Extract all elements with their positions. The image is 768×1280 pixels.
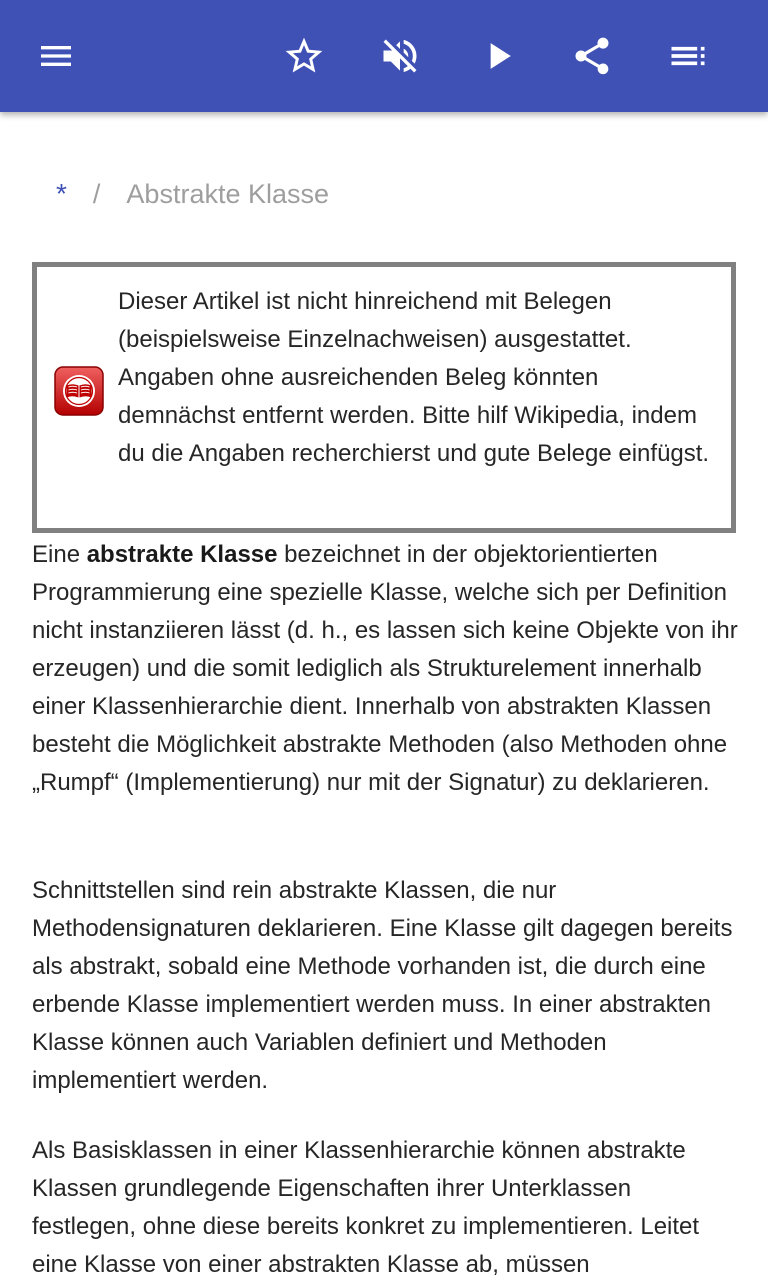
article-paragraph-1 — [32, 536, 738, 802]
play-icon — [476, 34, 520, 78]
menu-icon — [36, 36, 76, 76]
breadcrumb — [56, 178, 329, 210]
mute-button[interactable] — [370, 26, 430, 86]
paragraph-1-rest: bezeichnet in der objektorientierten Programmierung eine spezielle Klasse, welche sich per Definition nicht instanziieren lässt (d. h., es lassen sich keine Objekte von ihr erzeugen) und die somit lediglich als Strukturelement innerhalb einer Klassenhierarchie dient. Innerhalb von abstrakten Klassen besteht die Möglichkeit abstrakte Methoden (also Methoden ohne „Rumpf“ (Implementierung) nur mit der Signatur) zu deklarieren. — [32, 541, 738, 796]
star-outline-icon — [282, 34, 326, 78]
paragraph-1-term: abstrakte Klasse — [86, 541, 278, 568]
toc-button[interactable] — [658, 26, 718, 86]
share-icon — [570, 34, 614, 78]
toc-list-icon — [666, 34, 710, 78]
favorite-button[interactable] — [274, 26, 334, 86]
article-paragraph-2: Schnittstellen sind rein abstrakte Klassen, die nur Methodensignaturen deklarieren. Eine Klasse gilt dagegen bereits als abstrakt, sobald eine Methode vorhanden ist, die durch eine erbende Klasse implementiert werden muss. In einer abstrakten Klasse können auch Variablen definiert und Methoden implementiert werden. — [32, 877, 733, 1094]
breadcrumb-root-link[interactable]: * — [56, 178, 67, 209]
menu-button[interactable] — [26, 26, 86, 86]
article-content — [0, 112, 768, 1280]
breadcrumb-separator: / — [92, 179, 101, 209]
notice-text: Dieser Artikel ist nicht hinreichend mit Belegen (beispielsweise Einzelnachweisen) ausgestattet. Angaben ohne ausreichenden Beleg könnten demnächst entfernt werden. Bitte hilf Wikipedia, indem du die Angaben recherchierst und gute Belege einfügst. — [118, 288, 710, 467]
volume-off-icon — [378, 34, 422, 78]
paragraph-1-prefix: Eine — [32, 541, 87, 568]
breadcrumb-current: Abstrakte Klasse — [126, 179, 330, 209]
missing-references-notice — [32, 262, 736, 533]
share-button[interactable] — [562, 26, 622, 86]
book-icon — [54, 366, 104, 416]
play-button[interactable] — [468, 26, 528, 86]
app-toolbar — [0, 0, 768, 112]
article-paragraph-3: Als Basisklassen in einer Klassenhierarchie können abstrakte Klassen grundlegende Eigenschaften ihrer Unterklassen festlegen, ohne diese bereits konkret zu implementieren. Leitet eine Klasse von einer abstrakten Klasse ab, müssen — [32, 1137, 700, 1278]
